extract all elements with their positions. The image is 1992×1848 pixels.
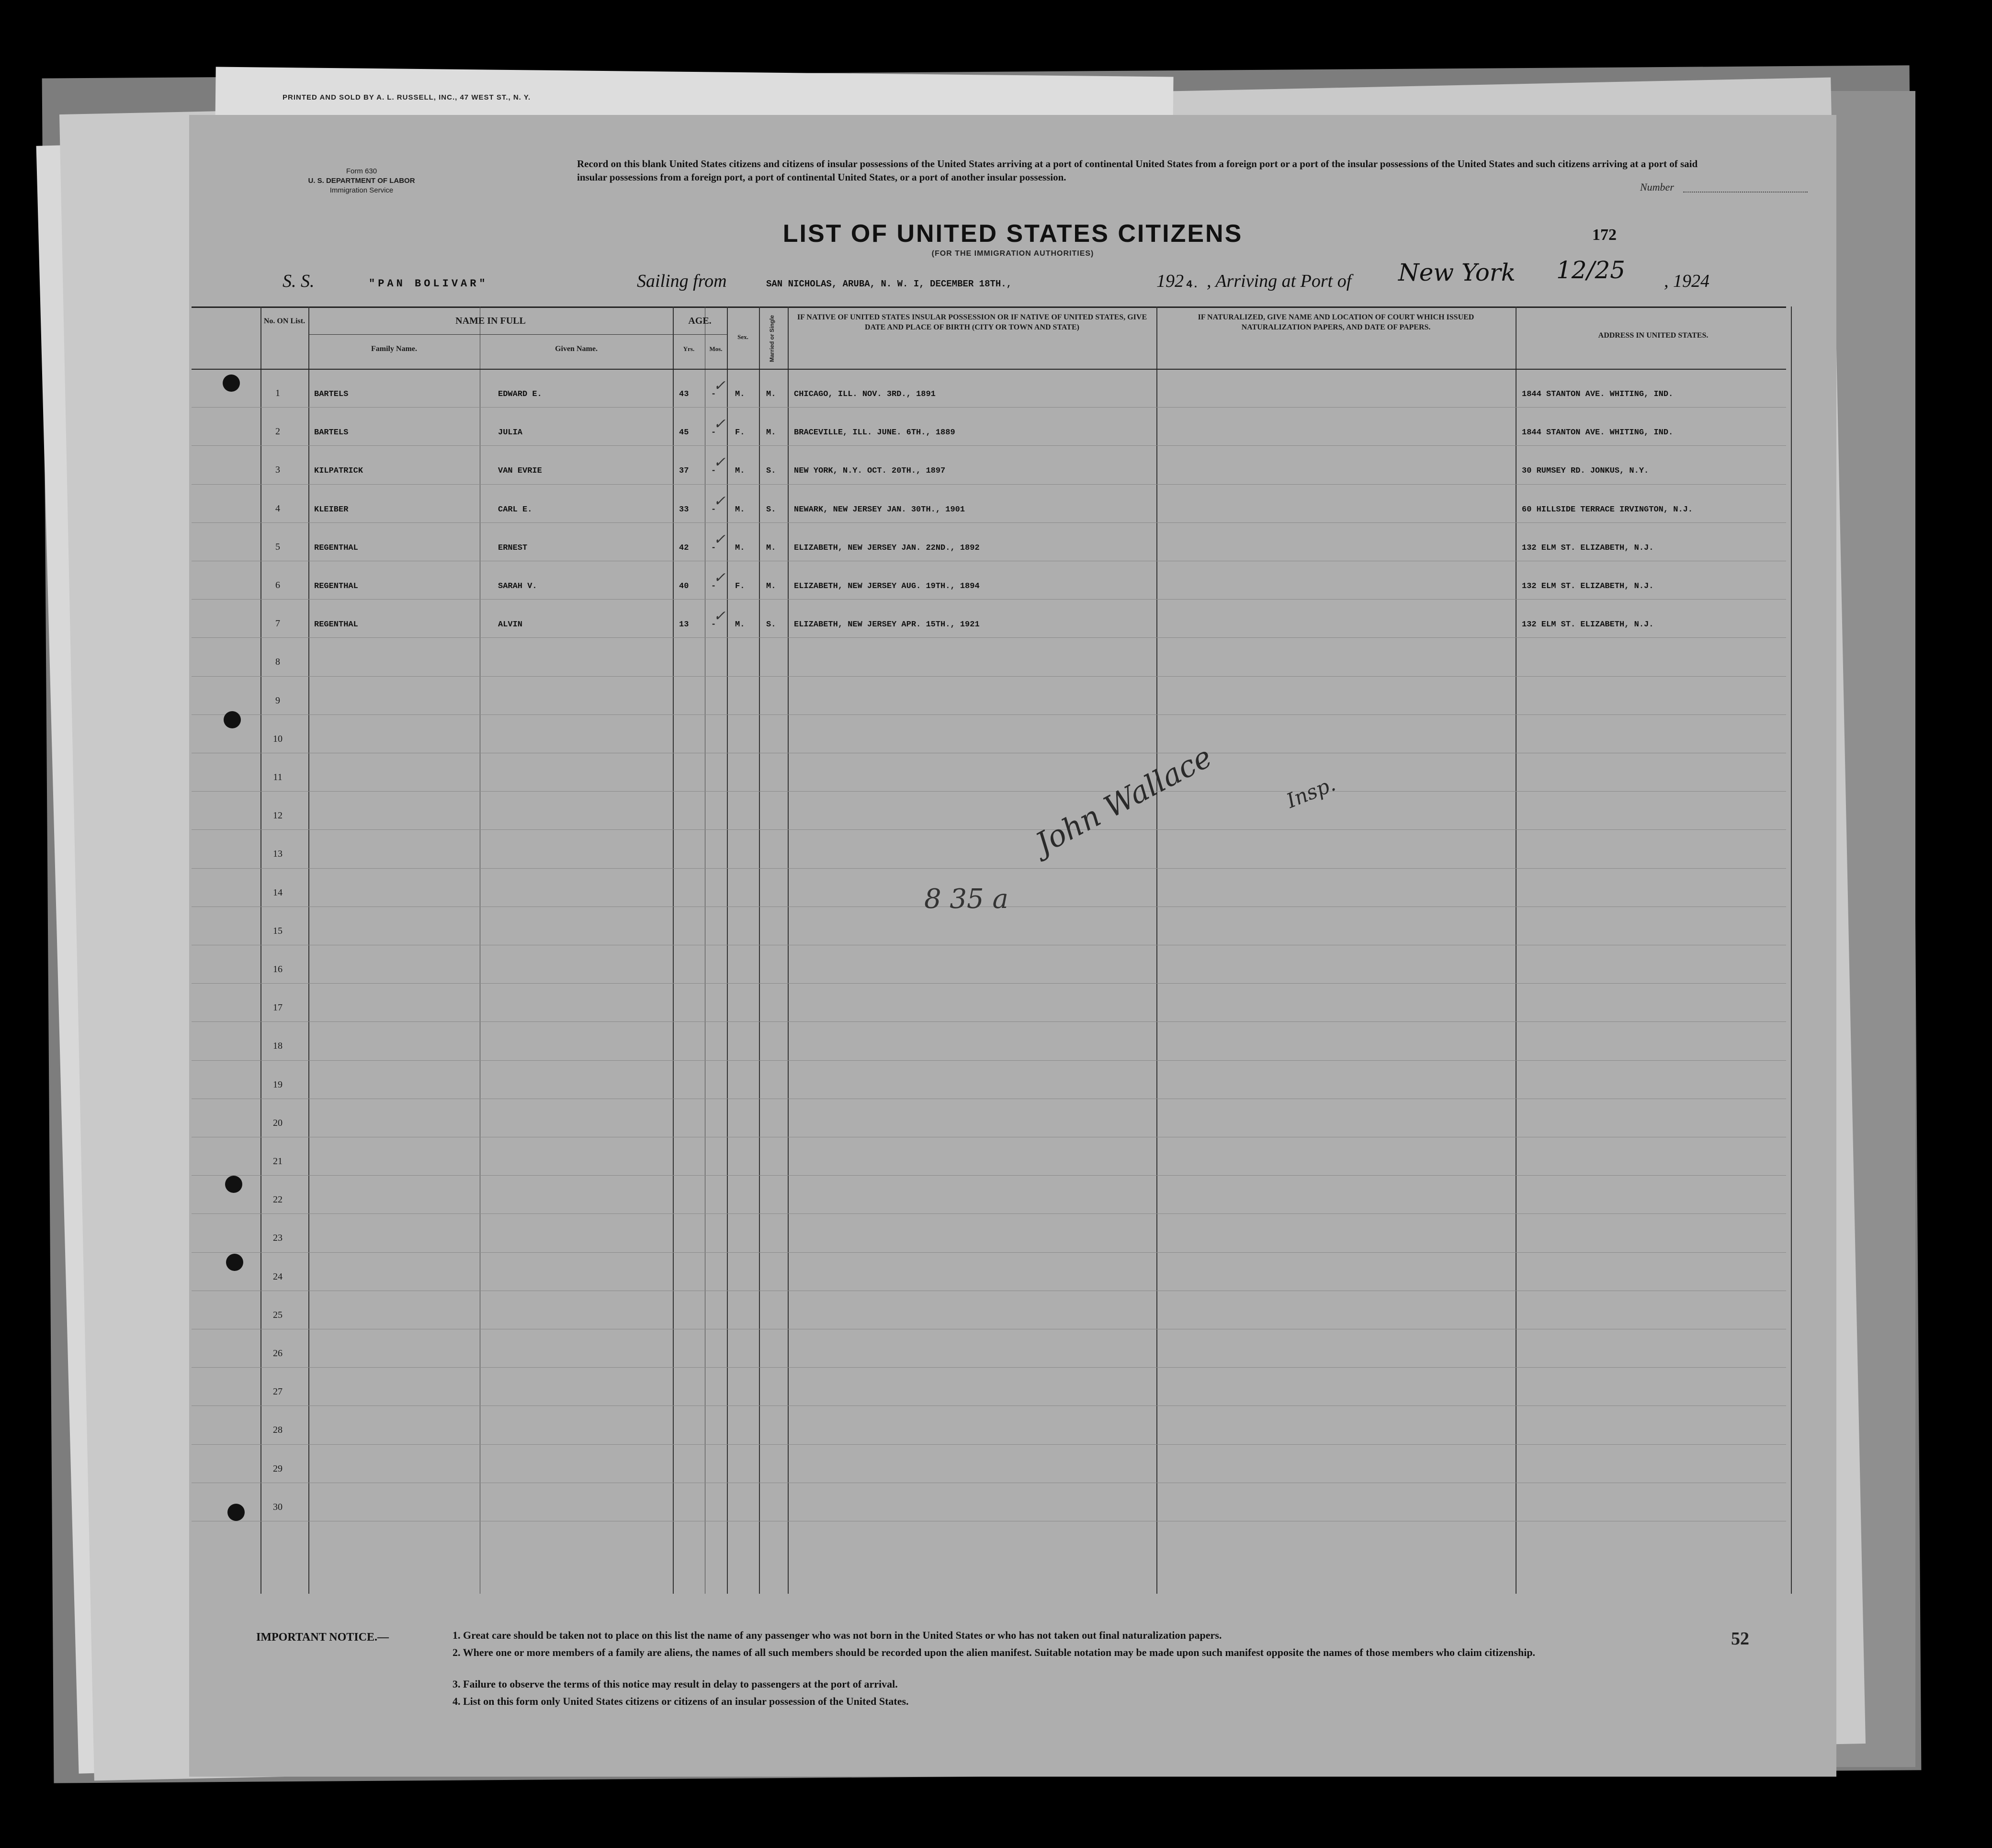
header-subrule bbox=[308, 334, 673, 335]
row-rule bbox=[192, 407, 1786, 408]
address-cell: 1844 STANTON AVE. WHITING, IND. bbox=[1522, 428, 1674, 438]
year-prefix: 192 bbox=[1156, 271, 1184, 291]
family-name-cell: REGENTHAL bbox=[314, 543, 358, 553]
age-years-cell: 33 bbox=[679, 505, 689, 514]
row-number: 9 bbox=[275, 695, 280, 706]
service: Immigration Service bbox=[329, 186, 394, 194]
binder-hole bbox=[223, 374, 240, 392]
check-mark-icon: ✓ bbox=[713, 377, 726, 394]
family-name-cell: REGENTHAL bbox=[314, 620, 358, 630]
row-number: 30 bbox=[273, 1501, 283, 1512]
sex-cell: M. bbox=[735, 466, 745, 476]
given-name-cell: ALVIN bbox=[498, 620, 523, 630]
row-rule bbox=[192, 1367, 1786, 1368]
col-line bbox=[308, 306, 309, 1594]
record-instructions: Record on this blank United States citizens and citizens of insular possessions of the United States arriving at a port of continental United States from a foreign port or a port of the insular possessions of the United States and such citizens arriving at a port of said insular possessions from a foreign port, a port of continental United States, or a port of another insular possession. bbox=[577, 158, 1698, 183]
col-line bbox=[1516, 306, 1517, 1594]
address-cell: 132 ELM ST. ELIZABETH, N.J. bbox=[1522, 543, 1654, 553]
address-cell: 30 RUMSEY RD. JONKUS, N.Y. bbox=[1522, 466, 1649, 476]
notice-item-4: 4. List on this form only United States citizens or citizens of an insular possession of the United States. bbox=[453, 1695, 909, 1707]
family-name-cell: REGENTHAL bbox=[314, 582, 358, 591]
age-months-cell: - bbox=[711, 428, 716, 438]
check-mark-icon: ✓ bbox=[713, 531, 726, 548]
marital-status-cell: M. bbox=[766, 543, 776, 553]
given-name-cell: JULIA bbox=[498, 428, 523, 438]
binder-hole bbox=[225, 1176, 242, 1193]
header-yrs: Yrs. bbox=[683, 345, 695, 352]
arrival-year: , 1924 bbox=[1664, 271, 1709, 291]
sex-cell: M. bbox=[735, 505, 745, 514]
notice-item-2: 2. Where one or more members of a family are aliens, the names of all such members should be recorded upon the alien manifest. Suitable notation may be made upon such manifest opposite the names of those members who claim citizenship. bbox=[453, 1646, 1536, 1658]
inspector-title: Insp. bbox=[1283, 772, 1339, 813]
arriving-label: , Arriving at Port of bbox=[1207, 271, 1352, 291]
row-number: 19 bbox=[273, 1079, 283, 1090]
ship-prefix: S. S. bbox=[283, 271, 315, 291]
passenger-table bbox=[192, 306, 1786, 1594]
row-number: 3 bbox=[275, 465, 280, 476]
given-name-cell: SARAH V. bbox=[498, 582, 537, 591]
age-months-cell: - bbox=[711, 505, 716, 514]
sailing-from: SAN NICHOLAS, ARUBA, N. W. I, DECEMBER 18TH., bbox=[766, 279, 1012, 289]
row-rule bbox=[192, 599, 1786, 600]
row-rule bbox=[192, 445, 1786, 446]
binder-hole bbox=[227, 1504, 245, 1521]
row-number: 5 bbox=[275, 541, 280, 552]
row-number: 25 bbox=[273, 1309, 283, 1320]
binder-hole bbox=[226, 1254, 243, 1271]
header-no-on-list: No. ON List. bbox=[263, 317, 306, 325]
arrival-port: New York bbox=[1398, 259, 1516, 286]
form-subtitle: (FOR THE IMMIGRATION AUTHORITIES) bbox=[931, 249, 1094, 258]
birth-cell: BRACEVILLE, ILL. JUNE. 6TH., 1889 bbox=[794, 428, 955, 438]
notice-item-1: 1. Great care should be taken not to place on this list the name of any passenger who was not born in the United States or who has not taken out final naturalization papers. bbox=[453, 1629, 1222, 1641]
form-number: Form 630 bbox=[346, 167, 377, 175]
birth-cell: CHICAGO, ILL. NOV. 3RD., 1891 bbox=[794, 390, 936, 399]
given-name-cell: ERNEST bbox=[498, 543, 528, 553]
birth-cell: ELIZABETH, NEW JERSEY APR. 15TH., 1921 bbox=[794, 620, 980, 630]
birth-cell: ELIZABETH, NEW JERSEY JAN. 22ND., 1892 bbox=[794, 543, 980, 553]
family-name-cell: KLEIBER bbox=[314, 505, 349, 514]
row-rule bbox=[192, 1252, 1786, 1253]
header-birth: IF NATIVE OF UNITED STATES INSULAR POSSESSION OR IF NATIVE OF UNITED STATES, GIVE DATE AND PLACE OF BIRTH (CITY OR TOWN AND STATE) bbox=[797, 313, 1147, 331]
birth-cell: NEW YORK, N.Y. OCT. 20TH., 1897 bbox=[794, 466, 946, 476]
inspector-signature: John Wallace bbox=[1030, 739, 1218, 861]
age-years-cell: 45 bbox=[679, 428, 689, 438]
inspection-time: 8 35 a bbox=[924, 884, 1008, 915]
citizens-list-form bbox=[189, 115, 1836, 1777]
family-name-cell: BARTELS bbox=[314, 390, 349, 399]
header-age: AGE. bbox=[688, 316, 712, 326]
list-sheet-number: 172 bbox=[1592, 226, 1617, 244]
sex-cell: M. bbox=[735, 543, 745, 553]
year-suffix: 4. bbox=[1186, 279, 1199, 291]
row-rule bbox=[192, 868, 1786, 869]
address-cell: 132 ELM ST. ELIZABETH, N.J. bbox=[1522, 582, 1654, 591]
row-rule bbox=[192, 1060, 1786, 1061]
row-rule bbox=[192, 983, 1786, 984]
row-number: 21 bbox=[273, 1156, 283, 1167]
row-rule bbox=[192, 1175, 1786, 1176]
row-number: 14 bbox=[273, 887, 283, 898]
row-number: 26 bbox=[273, 1348, 283, 1359]
header-name-in-full: NAME IN FULL bbox=[455, 316, 526, 326]
col-line bbox=[788, 306, 789, 1594]
age-years-cell: 37 bbox=[679, 466, 689, 476]
address-cell: 132 ELM ST. ELIZABETH, N.J. bbox=[1522, 620, 1654, 630]
row-number: 29 bbox=[273, 1463, 283, 1474]
col-line bbox=[759, 306, 760, 1594]
row-number: 6 bbox=[275, 580, 280, 590]
birth-cell: ELIZABETH, NEW JERSEY AUG. 19TH., 1894 bbox=[794, 582, 980, 591]
marital-status-cell: S. bbox=[766, 505, 776, 514]
notice-heading: IMPORTANT NOTICE.— bbox=[256, 1631, 389, 1644]
header-given-name: Given Name. bbox=[555, 345, 598, 353]
address-cell: 60 HILLSIDE TERRACE IRVINGTON, N.J. bbox=[1522, 505, 1693, 514]
row-number: 7 bbox=[275, 618, 280, 629]
binder-hole bbox=[224, 711, 241, 728]
marital-status-cell: S. bbox=[766, 620, 776, 630]
check-mark-icon: ✓ bbox=[713, 608, 726, 625]
row-number: 28 bbox=[273, 1425, 283, 1436]
age-months-cell: - bbox=[711, 390, 716, 399]
row-number: 2 bbox=[275, 426, 280, 437]
marital-status-cell: M. bbox=[766, 582, 776, 591]
col-line bbox=[727, 306, 728, 1594]
given-name-cell: VAN EVRIE bbox=[498, 466, 542, 476]
sex-cell: F. bbox=[735, 428, 745, 438]
family-name-cell: KILPATRICK bbox=[314, 466, 363, 476]
marital-status-cell: M. bbox=[766, 428, 776, 438]
row-number: 20 bbox=[273, 1117, 283, 1128]
department: U. S. DEPARTMENT OF LABOR bbox=[308, 177, 415, 185]
check-mark-icon: ✓ bbox=[713, 492, 726, 510]
age-months-cell: - bbox=[711, 582, 716, 591]
given-name-cell: EDWARD E. bbox=[498, 390, 542, 399]
row-number: 24 bbox=[273, 1271, 283, 1282]
col-line bbox=[673, 306, 674, 1594]
address-cell: 1844 STANTON AVE. WHITING, IND. bbox=[1522, 390, 1674, 399]
header-sex: Sex. bbox=[737, 333, 748, 340]
header-married-single: Married or Single bbox=[769, 315, 775, 363]
age-months-cell: - bbox=[711, 466, 716, 476]
notice-item-3: 3. Failure to observe the terms of this notice may result in delay to passengers at the port of arrival. bbox=[453, 1678, 898, 1690]
row-number: 10 bbox=[273, 733, 283, 744]
col-line bbox=[1791, 306, 1792, 1594]
header-family-name: Family Name. bbox=[371, 345, 417, 353]
age-months-cell: - bbox=[711, 543, 716, 553]
row-rule bbox=[192, 676, 1786, 677]
header-rule bbox=[192, 369, 1786, 370]
check-mark-icon: ✓ bbox=[713, 569, 726, 586]
birth-cell: NEWARK, NEW JERSEY JAN. 30TH., 1901 bbox=[794, 505, 965, 514]
page-number: 52 bbox=[1731, 1629, 1749, 1649]
marital-status-cell: S. bbox=[766, 466, 776, 476]
age-months-cell: - bbox=[711, 620, 716, 630]
row-rule bbox=[192, 637, 1786, 638]
header-subrule bbox=[673, 334, 727, 335]
row-number: 16 bbox=[273, 964, 283, 975]
sex-cell: M. bbox=[735, 620, 745, 630]
row-rule bbox=[192, 484, 1786, 485]
header-address: ADDRESS IN UNITED STATES. bbox=[1598, 331, 1709, 340]
sex-cell: M. bbox=[735, 390, 745, 399]
sailing-label: Sailing from bbox=[637, 271, 727, 291]
ship-name: "PAN BOLIVAR" bbox=[369, 278, 488, 290]
row-number: 22 bbox=[273, 1194, 283, 1205]
row-number: 27 bbox=[273, 1386, 283, 1397]
row-number: 8 bbox=[275, 657, 280, 668]
row-rule bbox=[192, 829, 1786, 830]
form-title: LIST OF UNITED STATES CITIZENS bbox=[782, 220, 1243, 248]
row-number: 12 bbox=[273, 810, 283, 821]
check-mark-icon: ✓ bbox=[713, 416, 726, 433]
printer-credit: PRINTED AND SOLD BY A. L. RUSSELL, INC., 47 WEST ST., N. Y. bbox=[283, 93, 531, 102]
row-number: 4 bbox=[275, 503, 280, 514]
header-naturalized: IF NATURALIZED, GIVE NAME AND LOCATION OF COURT WHICH ISSUED NATURALIZATION PAPERS, AND DATE OF PAPERS. bbox=[1198, 313, 1474, 331]
row-number: 18 bbox=[273, 1041, 283, 1052]
family-name-cell: BARTELS bbox=[314, 428, 349, 438]
number-label: Number bbox=[1640, 181, 1674, 193]
age-years-cell: 13 bbox=[679, 620, 689, 630]
form-identifier bbox=[261, 167, 462, 195]
row-rule bbox=[192, 1021, 1786, 1022]
col-line bbox=[260, 306, 261, 1594]
row-number: 1 bbox=[275, 388, 280, 398]
row-number: 15 bbox=[273, 925, 283, 936]
row-number: 13 bbox=[273, 849, 283, 860]
age-years-cell: 40 bbox=[679, 582, 689, 591]
age-years-cell: 43 bbox=[679, 390, 689, 399]
row-number: 11 bbox=[273, 772, 283, 782]
row-rule bbox=[192, 714, 1786, 715]
given-name-cell: CARL E. bbox=[498, 505, 532, 514]
sex-cell: F. bbox=[735, 582, 745, 591]
header-mos: Mos. bbox=[709, 345, 723, 352]
row-rule bbox=[192, 1213, 1786, 1214]
table-frame bbox=[192, 306, 1786, 1594]
row-number: 23 bbox=[273, 1233, 283, 1244]
number-field-line bbox=[1683, 192, 1808, 193]
marital-status-cell: M. bbox=[766, 390, 776, 399]
row-rule bbox=[192, 522, 1786, 523]
arrival-date: 12/25 bbox=[1556, 256, 1626, 284]
row-rule bbox=[192, 791, 1786, 792]
row-number: 17 bbox=[273, 1002, 283, 1013]
age-years-cell: 42 bbox=[679, 543, 689, 553]
col-line bbox=[1156, 306, 1157, 1594]
row-rule bbox=[192, 1444, 1786, 1445]
check-mark-icon: ✓ bbox=[713, 454, 726, 471]
